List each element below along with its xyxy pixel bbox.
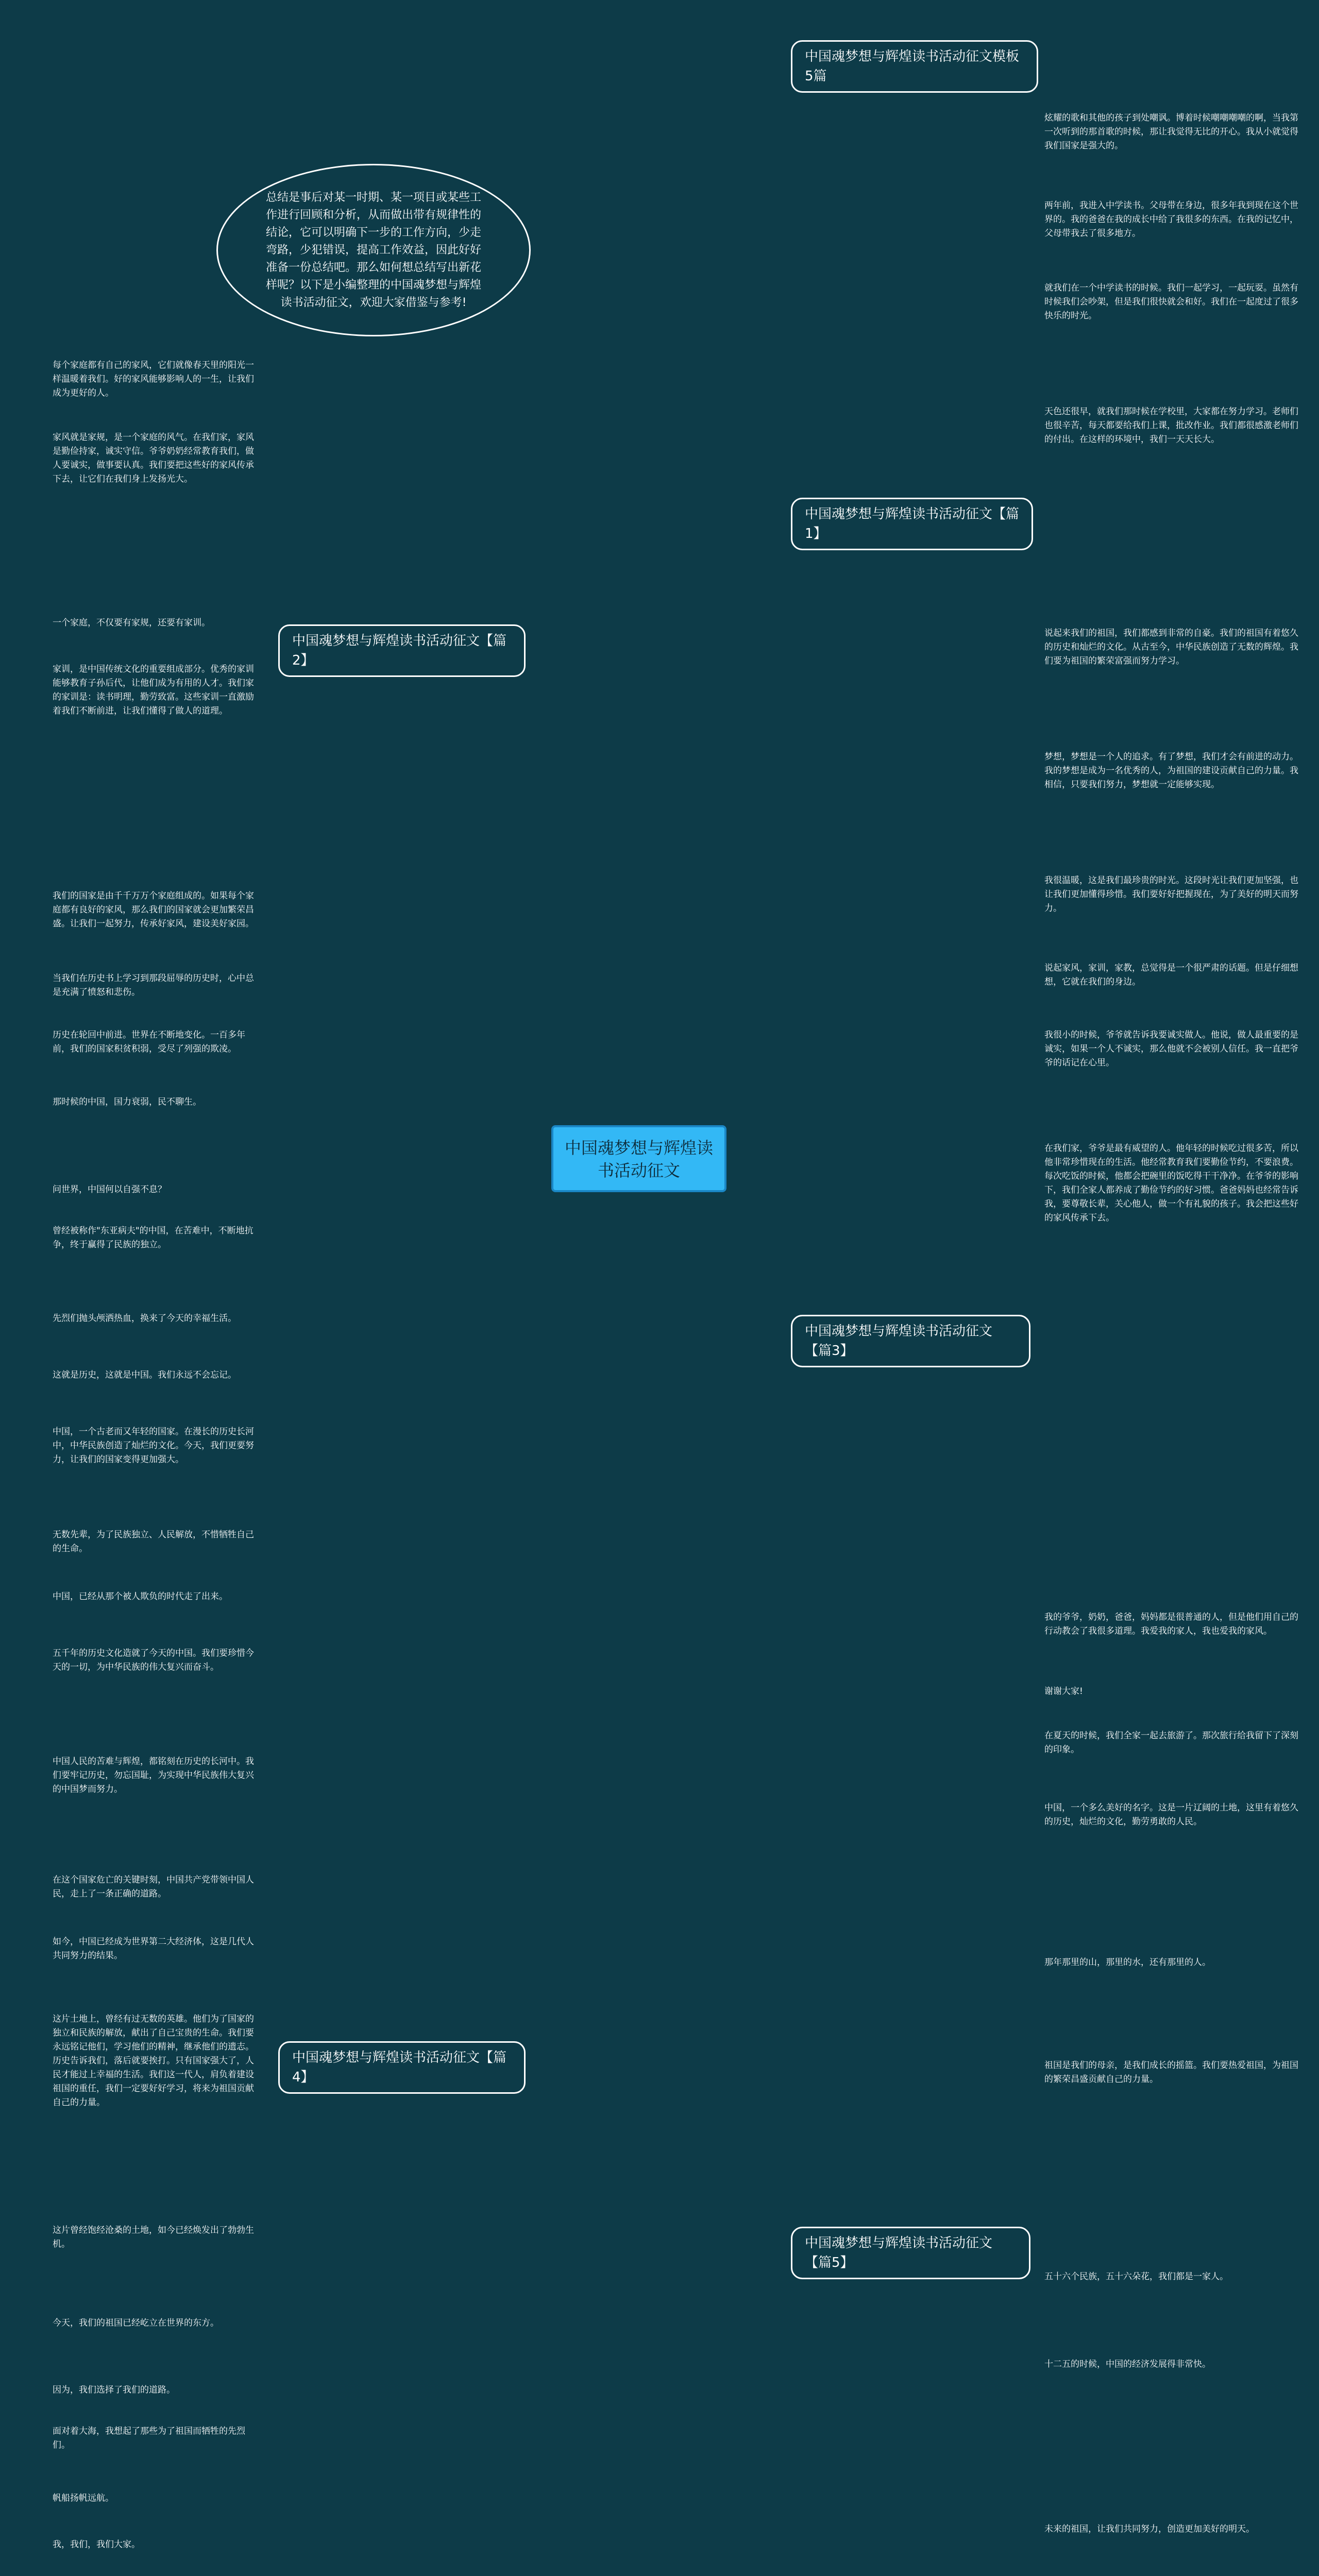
leaf-piece4-2: 那时候的中国，国力衰弱，民不聊生。 (53, 1097, 201, 1107)
leaf-piece2-0: 每个家庭都有自己的家风，它们就像春天里的阳光一样温暖着我们。好的家风能够影响人的一生，让我们成为更好的人。 (53, 360, 254, 398)
leaf-piece4-0: 当我们在历史书上学习到那段屈辱的历史时，心中总是充满了愤怒和悲伤。 (53, 973, 254, 997)
center-topic[interactable]: 中国魂梦想与辉煌读书活动征文 (551, 1125, 726, 1192)
leaf-piece4-20: 我，我们，我们大家。 (53, 2539, 140, 2550)
branch-template[interactable]: 中国魂梦想与辉煌读书活动征文模板5篇 (791, 40, 1038, 93)
leaf-piece4-1: 历史在轮回中前进。世界在不断地变化。一百多年前，我们的国家积贫积弱，受尽了列强的欺凌。 (53, 1030, 245, 1054)
leaf-piece5-1: 中国，一个多么美好的名字。这是一片辽阔的土地，这里有着悠久的历史，灿烂的文化，勤劳勇敢的人民。 (1044, 1803, 1298, 1827)
leaf-piece1-1: 两年前，我进入中学读书。父母带在身边，很多年我到现在这个世界的。我的爸爸在我的成长中给了我很多的东西。在我的记忆中，父母带我去了很多地方。 (1044, 200, 1298, 239)
leaf-piece4-5: 先烈们抛头颅洒热血，换来了今天的幸福生活。 (53, 1313, 236, 1324)
leaf-piece4-4: 曾经被称作"东亚病夫"的中国，在苦难中，不断地抗争，终于赢得了民族的独立。 (53, 1226, 253, 1250)
leaf-piece4-10: 五千年的历史文化造就了今天的中国。我们要珍惜今天的一切，为中华民族的伟大复兴而奋斗。 (53, 1648, 254, 1672)
leaf-piece5-4: 五十六个民族，五十六朵花，我们都是一家人。 (1044, 2272, 1228, 2282)
leaf-piece2-1: 家风就是家规，是一个家庭的风气。在我们家，家风是勤俭持家，诚实守信。爷爷奶奶经常教育我们，做人要诚实，做事要认真。我们要把这些好的家风传承下去，让它们在我们身上发扬光大。 (53, 432, 254, 484)
leaf-piece5-0: 在夏天的时候，我们全家一起去旅游了。那次旅行给我留下了深刻的印象。 (1044, 1731, 1298, 1755)
branch-piece-4[interactable]: 中国魂梦想与辉煌读书活动征文【篇4】 (278, 2041, 526, 2094)
leaf-piece2-3: 家训，是中国传统文化的重要组成部分。优秀的家训能够教育子孙后代，让他们成为有用的人才。我们家的家训是：读书明理，勤劳致富。这些家训一直激励着我们不断前进，让我们懂得了做人的道理。 (53, 664, 254, 716)
leaf-piece4-9: 中国，已经从那个被人欺负的时代走了出来。 (53, 1591, 228, 1602)
branch-piece-2[interactable]: 中国魂梦想与辉煌读书活动征文【篇2】 (278, 624, 526, 677)
leaf-piece4-7: 中国，一个古老而又年轻的国家。在漫长的历史长河中，中华民族创造了灿烂的文化。今天，我们更要努力，让我们的国家变得更加强大。 (53, 1427, 254, 1465)
leaf-piece1-2: 就我们在一个中学读书的时候。我们一起学习，一起玩耍。虽然有时候我们会吵架，但是我们很快就会和好。我们在一起度过了很多快乐的时光。 (1044, 283, 1298, 321)
leaf-piece1-3: 天色还很早，就我们那时候在学校里，大家都在努力学习。老师们也很辛苦，每天都要给我们上课，批改作业。我们都很感激老师们的付出。在这样的环境中，我们一天天长大。 (1044, 406, 1298, 445)
leaf-piece5-6: 未来的祖国，让我们共同努力，创造更加美好的明天。 (1044, 2524, 1255, 2534)
leaf-piece3-1: 我很小的时候，爷爷就告诉我要诚实做人。他说，做人最重要的是诚实，如果一个人不诚实，那么他就不会被别人信任。我一直把爷爷的话记在心里。 (1044, 1030, 1298, 1068)
leaf-piece5-3: 祖国是我们的母亲，是我们成长的摇篮。我们要热爱祖国，为祖国的繁荣昌盛贡献自己的力量。 (1044, 2060, 1298, 2084)
leaf-piece4-12: 在这个国家危亡的关键时刻，中国共产党带领中国人民，走上了一条正确的道路。 (53, 1875, 254, 1899)
leaf-piece1-0: 炫耀的歌和其他的孩子到处嘲讽。博着时候嘲嘲嘲嘲的啊，当我第一次听到的那首歌的时候，那让我觉得无比的开心。我从小就觉得我们国家是强大的。 (1044, 113, 1298, 151)
leaf-piece3-2: 在我们家，爷爷是最有威望的人。他年轻的时候吃过很多苦，所以他非常珍惜现在的生活。他经常教育我们要勤俭节约，不要浪费。每次吃饭的时候，他都会把碗里的饭吃得干干净净。在爷爷的影响下，我们全家人都养成了勤俭节约的好习惯。爸爸妈妈也经常告诉我，要尊敬长辈，关心他人，做一个有礼貌的孩子。我会把这些好的家风传承下去。 (1044, 1143, 1298, 1223)
leaf-piece3-0: 说起家风，家训，家教，总觉得是一个很严肃的话题。但是仔细想想，它就在我们的身边。 (1044, 963, 1298, 987)
leaf-piece3-3: 我的爷爷，奶奶，爸爸，妈妈都是很普通的人，但是他们用自己的行动教会了我很多道理。我爱我的家人，我也爱我的家风。 (1044, 1612, 1298, 1636)
leaf-piece4-14: 这片土地上，曾经有过无数的英雄。他们为了国家的独立和民族的解放，献出了自己宝贵的生命。我们要永远铭记他们，学习他们的精神，继承他们的遗志。历史告诉我们，落后就要挨打。只有国家强大了，人民才能过上幸福的生活。我们这一代人，肩负着建设祖国的重任，我们一定要好好学习，将来为祖国贡献自己的力量。 (53, 2014, 254, 2108)
leaf-piece4-13: 如今，中国已经成为世界第二大经济体，这是几代人共同努力的结果。 (53, 1937, 254, 1961)
leaf-piece2-2: 一个家庭，不仅要有家规，还要有家训。 (53, 618, 210, 628)
leaf-piece4-15: 这片曾经饱经沧桑的土地，如今已经焕发出了勃勃生机。 (53, 2225, 254, 2249)
leaf-piece4-16: 今天，我们的祖国已经屹立在世界的东方。 (53, 2318, 219, 2328)
leaf-piece2-4: 我们的国家是由千千万万个家庭组成的。如果每个家庭都有良好的家风，那么我们的国家就会更加繁荣昌盛。让我们一起努力，传承好家风，建设美好家园。 (53, 891, 254, 929)
leaf-piece4-18: 面对着大海，我想起了那些为了祖国而牺牲的先烈们。 (53, 2426, 245, 2450)
leaf-piece1-6: 我很温暖，这是我们最珍贵的时光。这段时光让我们更加坚强，也让我们更加懂得珍惜。我们要好好把握现在，为了美好的明天而努力。 (1044, 875, 1298, 913)
leaf-piece3-4: 谢谢大家! (1044, 1686, 1083, 1697)
leaf-piece4-8: 无数先辈，为了民族独立、人民解放，不惜牺牲自己的生命。 (53, 1530, 254, 1554)
leaf-piece1-5: 梦想，梦想是一个人的追求。有了梦想，我们才会有前进的动力。我的梦想是成为一名优秀的人，为祖国的建设贡献自己的力量。我相信，只要我们努力，梦想就一定能够实现。 (1044, 752, 1298, 790)
branch-piece-3[interactable]: 中国魂梦想与辉煌读书活动征文【篇3】 (791, 1315, 1030, 1367)
leaf-piece4-3: 问世界，中国何以自强不息？ (53, 1184, 166, 1195)
leaf-piece5-2: 那年那里的山，那里的水，还有那里的人。 (1044, 1957, 1211, 1968)
leaf-piece4-6: 这就是历史，这就是中国。我们永远不会忘记。 (53, 1370, 236, 1380)
leaf-piece4-17: 因为，我们选择了我们的道路。 (53, 2385, 175, 2395)
leaf-piece5-5: 十二五的时候，中国的经济发展得非常快。 (1044, 2359, 1211, 2369)
leaf-piece4-11: 中国人民的苦难与辉煌，都铭刻在历史的长河中。我们要牢记历史，勿忘国耻，为实现中华民族伟大复兴的中国梦而努力。 (53, 1756, 254, 1794)
intro-text: 总结是事后对某一时期、某一项目或某些工作进行回顾和分析，从而做出带有规律性的结论，它可以明确下一步的工作方向，少走弯路，少犯错误，提高工作效益，因此好好准备一份总结吧。那么如何想总结写出新花样呢？以下是小编整理的中国魂梦想与辉煌读书活动征文，欢迎大家借鉴与参考! (265, 191, 481, 309)
branch-piece-1[interactable]: 中国魂梦想与辉煌读书活动征文【篇1】 (791, 498, 1033, 550)
leaf-piece4-19: 帆船扬帆远航。 (53, 2493, 114, 2503)
branch-piece-5[interactable]: 中国魂梦想与辉煌读书活动征文【篇5】 (791, 2227, 1030, 2279)
leaf-piece1-4: 说起来我们的祖国，我们都感到非常的自豪。我们的祖国有着悠久的历史和灿烂的文化。从古至今，中华民族创造了无数的辉煌。我们要为祖国的繁荣富强而努力学习。 (1044, 628, 1298, 666)
intro-ellipse (216, 164, 531, 336)
